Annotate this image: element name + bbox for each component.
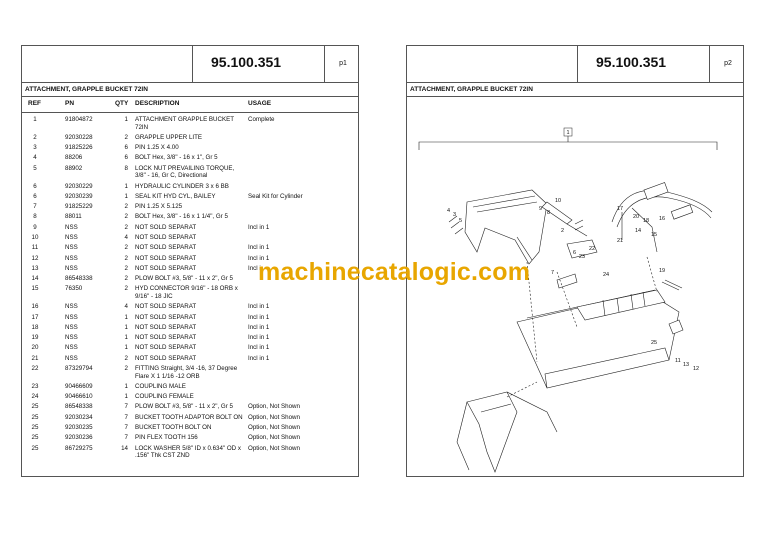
cell-qty: 1 [124,323,128,331]
page-header [22,46,358,82]
cell-description: PIN 1.25 X 5.125 [135,203,183,211]
cell-description: PLOW BOLT #3, 5/8" - 11 x 2", Gr 5 [135,403,233,411]
cell-usage: Incl i [248,264,261,272]
cell-ref: 25 [31,413,39,421]
col-pn: PN [65,100,75,107]
cell-qty: 2 [124,275,128,283]
cell-qty: 2 [124,223,128,231]
cell-qty: 1 [124,313,128,321]
cell-pn: NSS [65,313,78,321]
callout-17: 17 [617,206,624,212]
cell-ref: 3 [33,144,37,152]
cell-ref: 4 [33,154,37,162]
cell-qty: 6 [124,144,128,152]
cell-usage: Complete [248,116,275,123]
cell-description: NOT SOLD SEPARAT [135,344,197,352]
parts-table-body [22,116,358,462]
cell-usage: Incl in 1 [248,254,270,262]
page-label: p2 [709,46,746,82]
callout-15: 15 [651,232,658,238]
cell-qty: 2 [124,364,128,372]
cell-ref: 12 [31,254,39,262]
cell-description: SEAL KIT HYD CYL, BAILEY [135,192,216,200]
callout-16: 16 [659,216,666,222]
cell-ref: 6 [33,192,37,200]
table-row [22,116,358,134]
cell-ref: 20 [31,344,39,352]
cell-qty: 2 [124,264,128,272]
callout-5: 5 [459,218,463,224]
cell-qty: 7 [124,423,128,431]
callout-10: 10 [555,198,562,204]
cell-pn: 88902 [65,164,83,172]
cell-description: NOT SOLD SEPARAT [135,234,197,241]
cell-pn: NSS [65,254,78,262]
cell-description: NOT SOLD SEPARAT [135,264,197,272]
cell-ref: 13 [31,264,39,272]
cell-pn: NSS [65,264,78,272]
callout-23: 23 [579,254,586,260]
cell-qty: 2 [124,203,128,211]
table-row [22,213,358,223]
cell-pn: 92030235 [65,423,93,431]
cell-description: ATTACHMENT GRAPPLE BUCKET 72IN [135,116,234,131]
cell-description: NOT SOLD SEPARAT [135,223,197,231]
table-row [22,434,358,444]
table-row [22,134,358,144]
cell-usage: Incl in 1 [248,244,270,252]
cell-pn: 86548338 [65,275,93,283]
table-row [22,144,358,154]
col-description: DESCRIPTION [135,100,180,107]
cell-qty: 1 [124,192,128,200]
cell-qty: 1 [124,344,128,352]
cell-pn: NSS [65,354,78,362]
cell-ref: 6 [33,182,37,190]
table-row [22,383,358,393]
cell-pn: 92030236 [65,434,93,442]
cell-description: NOT SOLD SEPARAT [135,303,197,311]
cell-description: BOLT Hex, 3/8" - 16 x 1", Gr 5 [135,154,218,162]
cell-usage: Incl in 1 [248,354,270,362]
cell-qty: 14 [121,444,128,452]
table-row [22,414,358,424]
cell-usage: Option, Not Shown [248,444,300,452]
cell-description: NOT SOLD SEPARAT [135,354,197,362]
cell-ref: 19 [31,334,39,342]
cell-qty: 2 [124,213,128,221]
cell-ref: 16 [31,303,39,311]
page-label: p1 [324,46,361,82]
cell-usage: Option, Not Shown [248,434,300,442]
table-row [22,393,358,403]
table-row [22,285,358,303]
cell-ref: 8 [33,213,37,221]
cell-ref: 18 [31,323,39,331]
cell-pn: NSS [65,234,78,241]
cell-description: HYD CONNECTOR 9/16" - 18 ORB x 9/16" - 18 JIC [135,285,238,300]
cell-ref: 25 [31,423,39,431]
cell-description: NOT SOLD SEPARAT [135,244,197,252]
table-row [22,203,358,213]
callout-4: 4 [447,208,451,214]
cell-ref: 2 [33,133,37,141]
header-number-box [192,46,361,82]
cell-description: PIN 1.25 X 4.00 [135,144,179,152]
cell-pn: NSS [65,344,78,352]
cell-ref: 15 [31,285,39,293]
cell-pn: 92030229 [65,182,93,190]
cell-pn: NSS [65,244,78,252]
cell-description: LOCK WASHER 5/8" ID x 0.634" OD x .156" Thk CST ZND [135,444,241,460]
table-row [22,445,358,463]
cell-description: NOT SOLD SEPARAT [135,334,197,342]
callout-12: 12 [693,366,700,372]
cell-ref: 25 [31,403,39,411]
cell-description: LOCK NUT PREVAILING TORQUE, 3/8" - 16, Gr C, Directional [135,164,235,180]
table-row [22,344,358,354]
callout-21: 21 [617,238,624,244]
table-row [22,424,358,434]
cell-qty: 6 [124,154,128,162]
callout-2: 2 [561,228,565,234]
cell-qty: 8 [124,164,128,172]
cell-ref: 11 [31,244,39,252]
section-title: ATTACHMENT, GRAPPLE BUCKET 72IN [407,82,743,97]
cell-description: NOT SOLD SEPARAT [135,254,197,262]
cell-ref: 7 [33,203,37,211]
cell-description: BUCKET TOOTH BOLT ON [135,423,212,431]
cell-pn: 88206 [65,154,83,162]
watermark-text: machinecatalogic.com [258,258,531,286]
header-number-box [577,46,746,82]
cell-pn: 91825226 [65,144,93,152]
assembly-bracket [419,142,717,150]
callout-1: 1 [566,130,570,136]
cell-pn: 92030234 [65,413,93,421]
table-row [22,355,358,365]
doc-number: 95.100.351 [211,54,282,70]
callout-20: 20 [633,214,640,220]
table-row [22,303,358,313]
cell-qty: 2 [124,244,128,252]
table-row [22,183,358,193]
cell-ref: 17 [31,313,39,321]
cell-usage: Incl in 1 [248,303,270,311]
table-row [22,154,358,164]
callout-22: 22 [589,246,596,252]
cell-description: COUPLING FEMALE [135,393,194,401]
table-header [22,96,358,113]
cell-description: PLOW BOLT #3, 5/8" - 11 x 2", Gr 5 [135,275,233,283]
cell-qty: 7 [124,403,128,411]
cell-qty: 4 [124,303,128,311]
cell-qty: 1 [124,182,128,190]
cell-pn: NSS [65,334,78,342]
cell-pn: 91804872 [65,116,93,123]
cell-pn: NSS [65,223,78,231]
cell-qty: 1 [124,116,128,123]
cell-ref: 25 [31,434,39,442]
table-row [22,334,358,344]
cell-description: NOT SOLD SEPARAT [135,323,197,331]
cell-description: PIN FLEX TOOTH 156 [135,434,198,442]
cell-pn: 87329794 [65,364,93,372]
callout-3: 3 [453,212,457,218]
cell-usage: Seal Kit for Cylinder [248,192,303,200]
cell-usage: Option, Not Shown [248,423,300,431]
cell-ref: 23 [31,382,39,390]
cell-pn: 86729275 [65,444,93,452]
doc-number: 95.100.351 [596,54,667,70]
cell-ref: 9 [33,223,37,231]
col-qty: QTY [115,100,129,107]
page-header [407,46,743,82]
cell-pn: 76350 [65,285,83,293]
callout-9: 9 [539,206,543,212]
cell-usage: Incl in 1 [248,323,270,331]
cell-qty: 7 [124,434,128,442]
section-title: ATTACHMENT, GRAPPLE BUCKET 72IN [22,82,358,97]
cell-qty: 2 [124,354,128,362]
cell-pn: 90466609 [65,382,93,390]
cell-usage: Incl in 1 [248,334,270,342]
cell-description: COUPLING MALE [135,382,186,390]
cell-usage: Incl in 1 [248,223,270,231]
cell-ref: 14 [31,275,39,283]
table-row [22,224,358,234]
cell-ref: 22 [31,364,39,372]
callout-24: 24 [603,272,610,278]
cell-ref: 25 [31,444,39,452]
cell-ref: 21 [31,354,39,362]
cell-usage: Incl in 1 [248,344,270,352]
callout-8: 8 [547,210,551,216]
callout-25: 25 [651,340,658,346]
cell-usage: Incl in 1 [248,313,270,321]
cell-description: FITTING Straight, 3/4 -16, 37 Degree Flare X 1 1/16 -12 ORB [135,364,238,380]
table-row [22,314,358,324]
callout-18: 18 [643,218,650,224]
loader-frame-shape [467,392,517,472]
cell-description: BUCKET TOOTH ADAPTOR BOLT ON [135,413,243,421]
cell-ref: 24 [31,393,39,401]
callout-6: 6 [573,250,577,256]
cell-description: HYDRAULIC CYLINDER 3 x 6 BB [135,182,229,190]
table-row [22,165,358,183]
cell-usage: Option, Not Shown [248,403,300,411]
table-row [22,234,358,244]
cell-ref: 10 [31,234,39,241]
cell-qty: 2 [124,254,128,262]
cell-pn: 86548338 [65,403,93,411]
cell-pn: 91825229 [65,203,93,211]
cell-qty: 7 [124,413,128,421]
col-usage: USAGE [248,100,272,107]
cell-pn: NSS [65,303,78,311]
cell-pn: 92030239 [65,192,93,200]
cell-description: BOLT Hex, 3/8" - 16 x 1 1/4", Gr 5 [135,213,228,221]
cell-pn: NSS [65,323,78,331]
cell-qty: 1 [124,334,128,342]
cell-pn: 88011 [65,213,82,221]
callout-19: 19 [659,268,666,274]
table-row [22,365,358,383]
callout-13: 13 [683,362,690,368]
cell-ref: 1 [33,116,37,123]
table-row [22,244,358,254]
callout-11: 11 [675,358,681,364]
cell-description: NOT SOLD SEPARAT [135,313,197,321]
cell-qty: 4 [124,234,128,241]
callout-14: 14 [635,228,642,234]
cell-usage: Option, Not Shown [248,413,300,421]
col-ref: REF [28,100,41,107]
cell-pn: 90466610 [65,393,93,401]
cell-qty: 1 [124,393,128,401]
cell-qty: 2 [124,285,128,293]
cell-pn: 92030228 [65,133,93,141]
exploded-parts-diagram [407,112,745,476]
table-row [22,403,358,413]
table-row [22,193,358,203]
cell-qty: 1 [124,382,128,390]
table-row [22,324,358,334]
cell-description: GRAPPLE UPPER LITE [135,133,203,141]
cell-ref: 5 [33,164,37,172]
cell-qty: 2 [124,133,128,141]
callout-7: 7 [551,270,555,276]
